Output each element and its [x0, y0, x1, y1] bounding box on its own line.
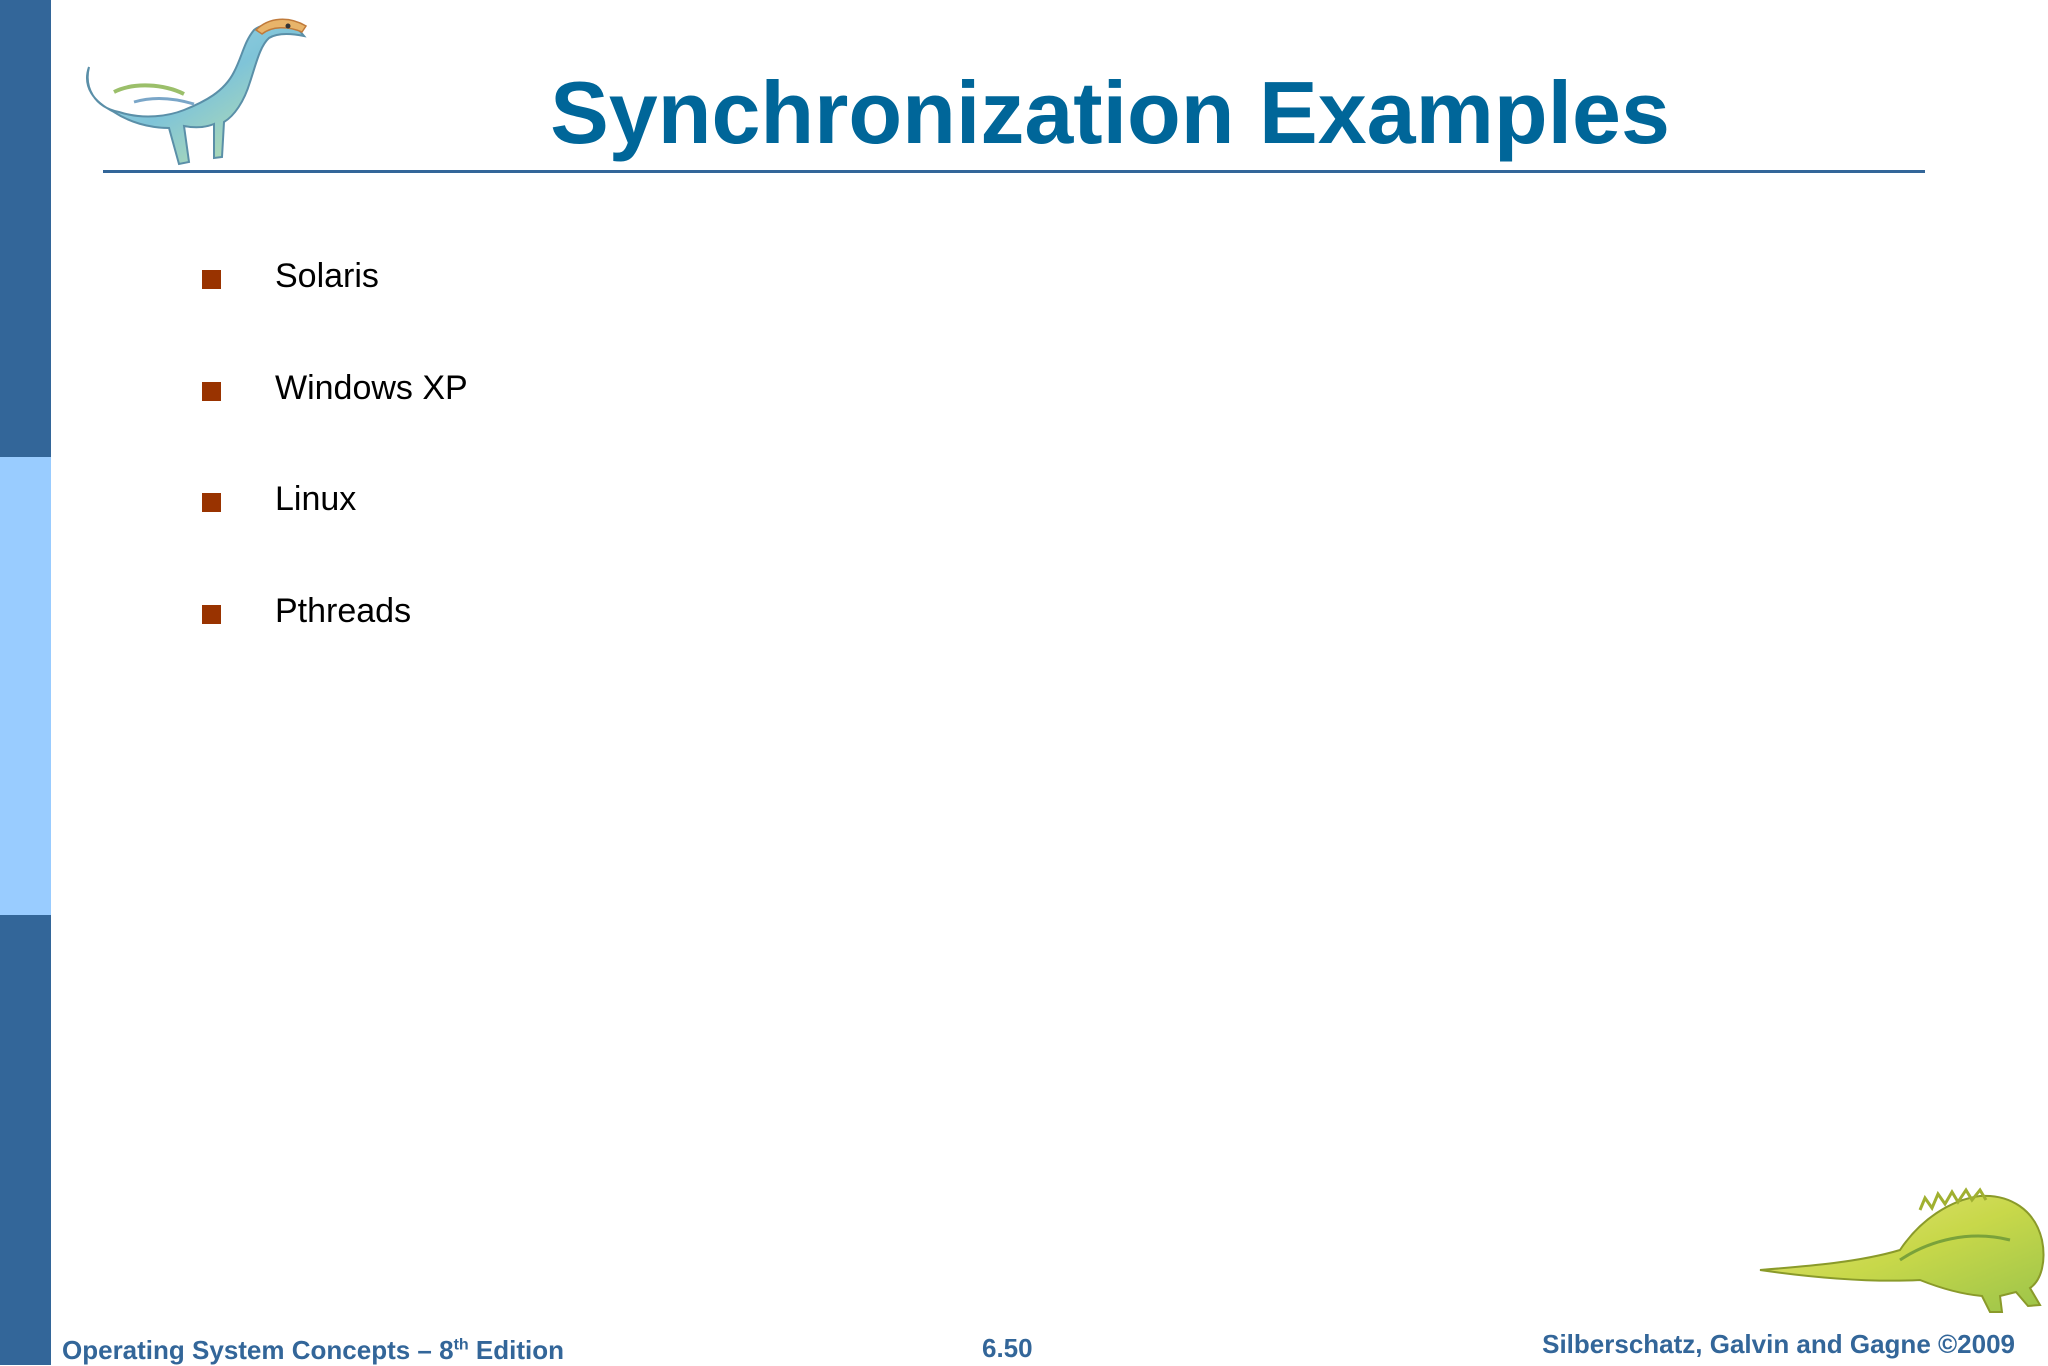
footer-book-prefix: Operating System Concepts – 8 [62, 1335, 454, 1365]
footer-book-suffix: Edition [468, 1335, 564, 1365]
footer-edition-superscript: th [453, 1336, 469, 1354]
bullet-text: Solaris [275, 257, 379, 295]
square-bullet-icon [202, 605, 221, 624]
slide-title: Synchronization Examples [550, 63, 1670, 162]
page-number: 6.50 [982, 1333, 1033, 1363]
bullet-text: Linux [275, 480, 357, 518]
square-bullet-icon [202, 382, 221, 401]
dinosaur-icon [74, 12, 314, 172]
footer-copyright: Silberschatz, Galvin and Gagne ©2009 [1542, 1329, 2015, 1359]
sidebar-band-middle [0, 457, 51, 915]
square-bullet-icon [202, 270, 221, 289]
footer-book-title [62, 1335, 564, 1366]
title-divider [103, 170, 1925, 173]
dinosaur-icon [1750, 1170, 2048, 1322]
square-bullet-icon [202, 493, 221, 512]
sidebar-band-bottom [0, 915, 51, 1365]
bullet-text: Pthreads [275, 591, 412, 630]
bullet-text: Windows XP [275, 368, 468, 407]
sidebar-band-top [0, 0, 51, 457]
